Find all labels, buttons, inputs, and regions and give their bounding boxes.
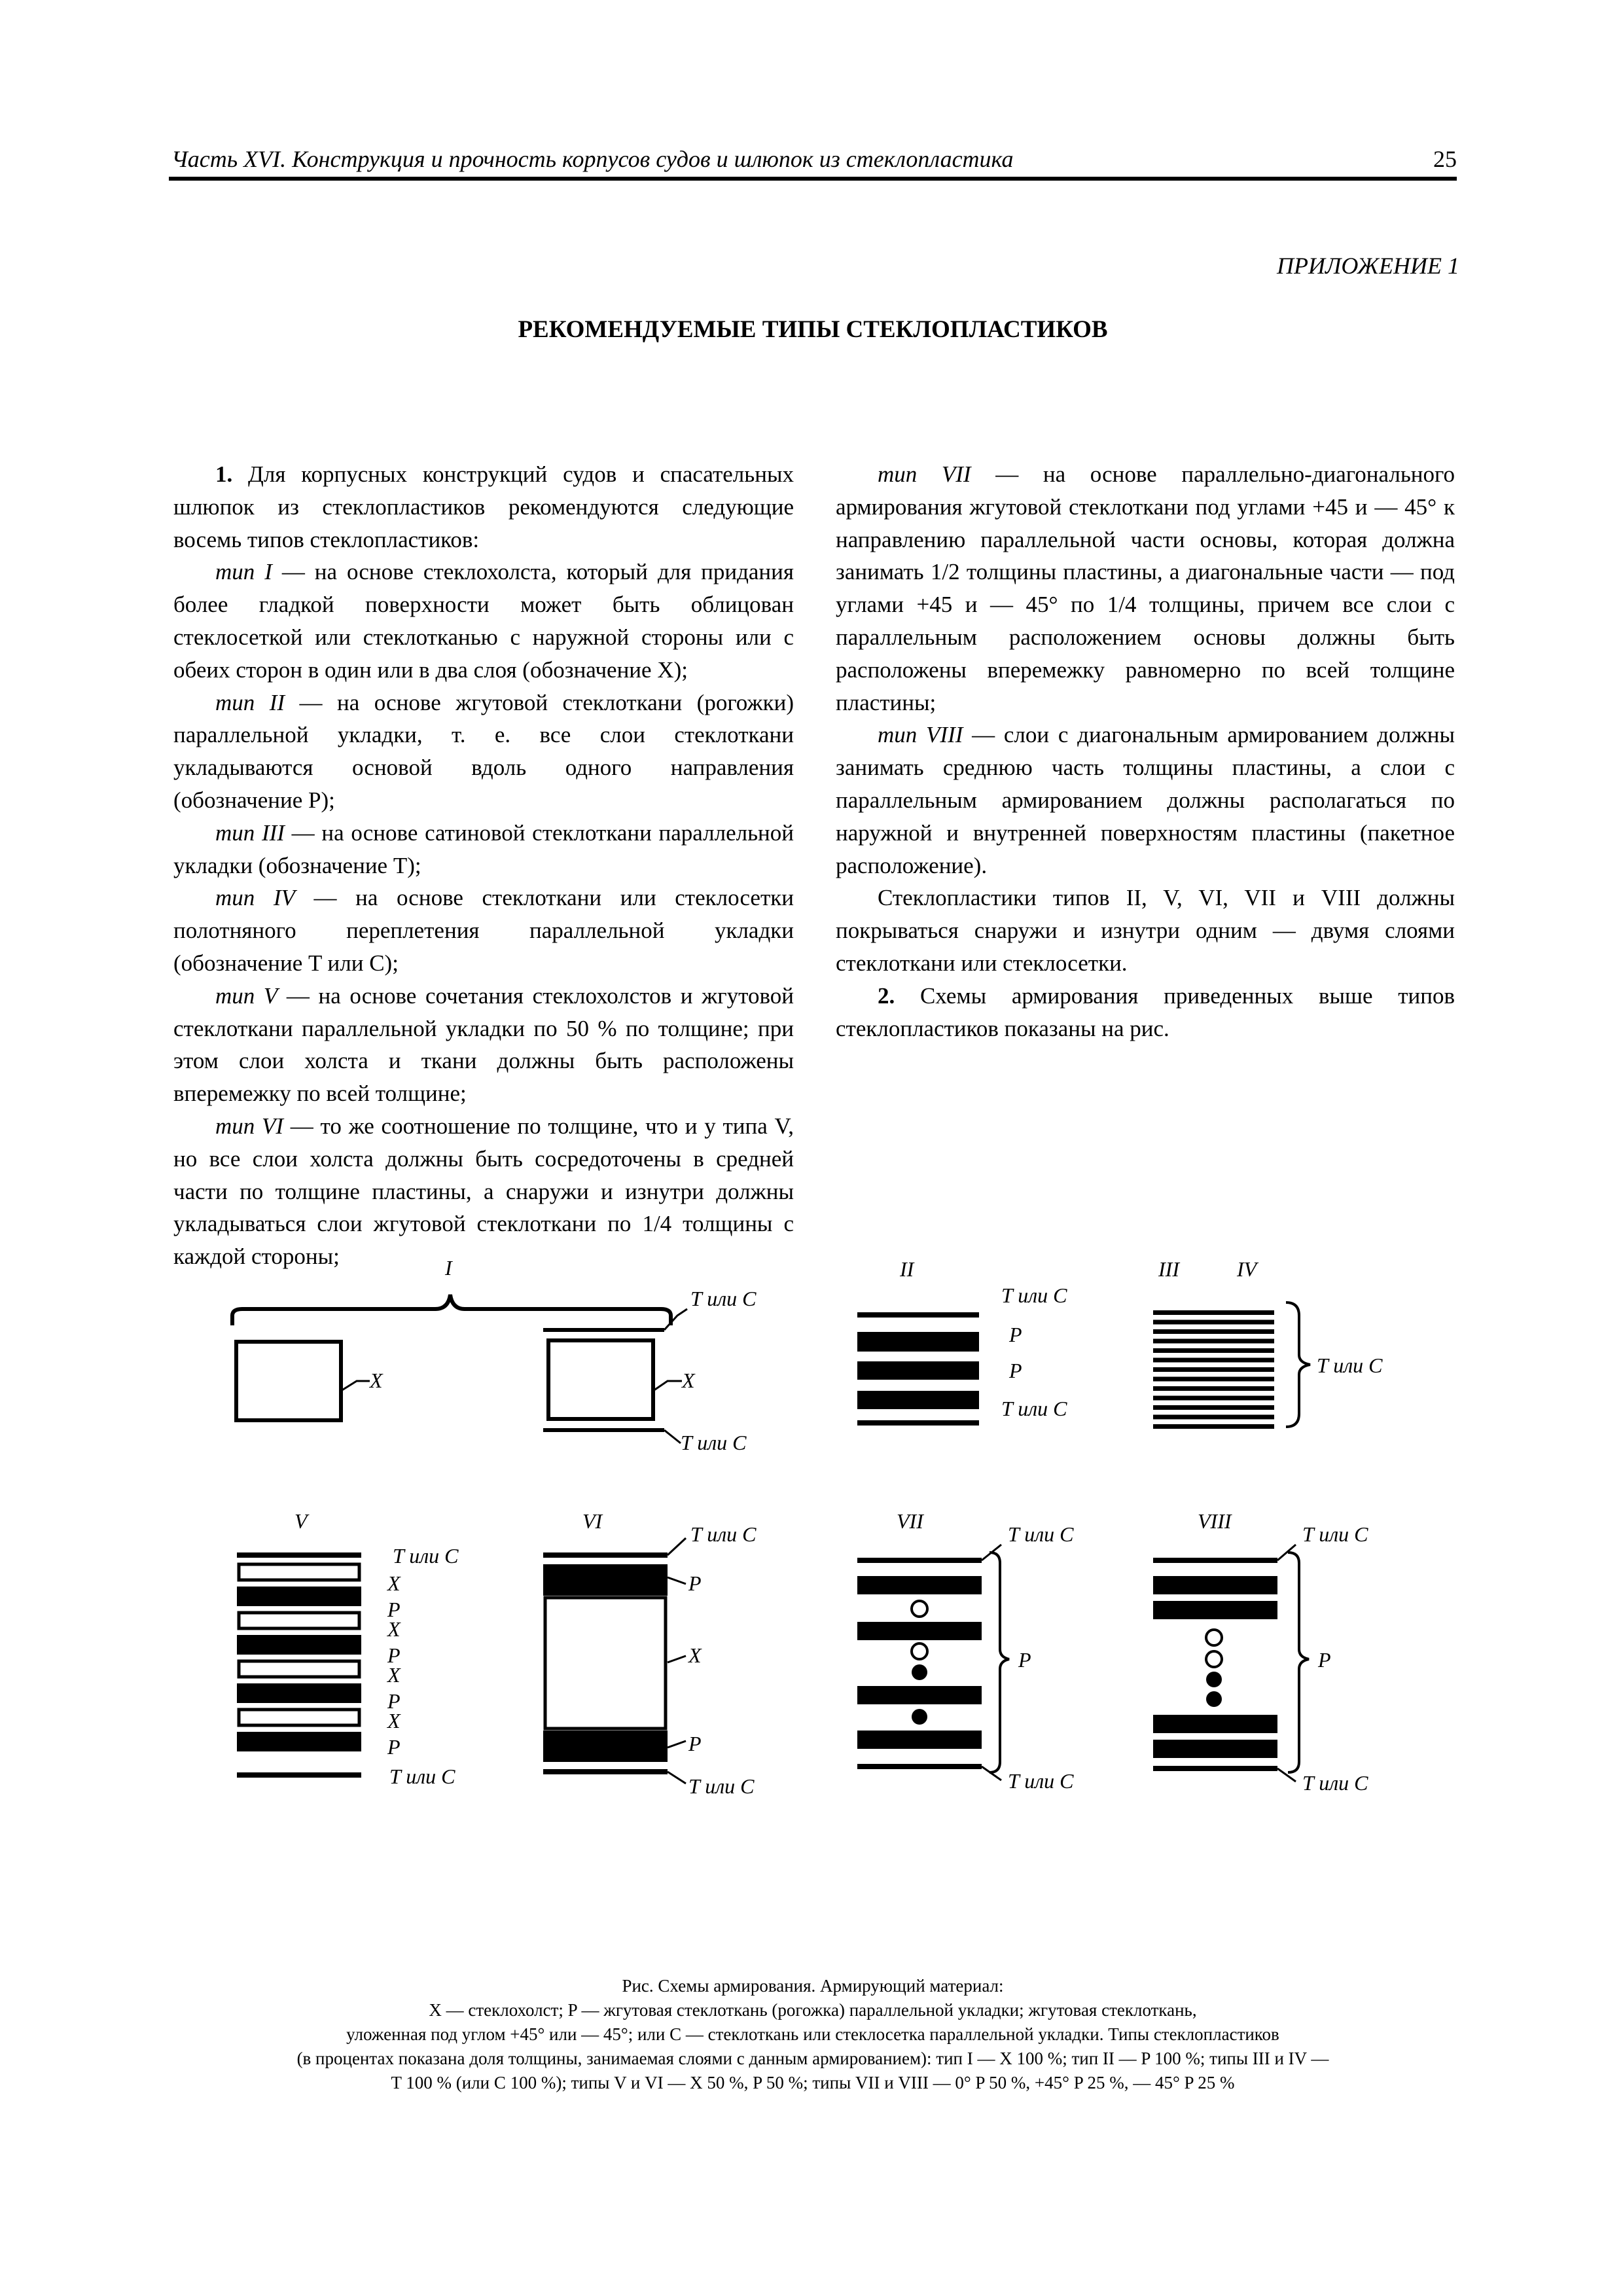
- type-4-paragraph: тип IV — на основе стеклоткани или стеклосетки полотняного переплетения параллельной укладки (обозначение T или C);: [173, 885, 794, 976]
- x-layer: [239, 1564, 359, 1580]
- layer: [857, 1731, 982, 1749]
- p-layer: [237, 1772, 361, 1778]
- label-t-or-c: T или C: [1008, 1769, 1074, 1793]
- header-rule: [169, 177, 1457, 181]
- figure-caption: Рис. Схемы армирования. Армирующий материал: X — стеклохолст; P — жгутовая стеклоткань (рогожка) параллельной укладки; жгутовая стеклоткань, уложенная под углом +45° или — 45°; или C — стеклоткань или стеклосетка параллельной укладки. Типы стеклопластиков (в процентах показана доля толщины, занимаемая слоями с данным армированием): тип I — X 100 %; тип II — P 100 %; типы III и IV — T 100 % (или C 100 %); типы V и VI — X 50 %, P 50 %; типы VII и VIII — 0° P 50 %, +45° P 25 %, — 45° P 25 %: [296, 1976, 1329, 2092]
- brace: [1288, 1552, 1309, 1772]
- type-1-brace: [232, 1295, 671, 1325]
- running-header-title: Часть XVI. Конструкция и прочность корпусов судов и шлюпок из стеклопластика: [171, 146, 1014, 172]
- type-4-label: IV: [1237, 1257, 1257, 1281]
- scheme-type-6: [543, 1509, 757, 1798]
- label-p: P: [688, 1732, 702, 1755]
- type-8-label: VIII: [1198, 1509, 1232, 1533]
- scheme-type-7: [857, 1509, 1074, 1793]
- layer: [1153, 1766, 1277, 1771]
- label-x: X: [688, 1643, 702, 1667]
- diagonal-layer-filled: [912, 1664, 927, 1680]
- fine-layer: [1153, 1386, 1274, 1391]
- layer: [857, 1361, 979, 1380]
- layer: [857, 1312, 979, 1318]
- paragraph-number: 1.: [215, 461, 233, 487]
- fine-layer: [1153, 1424, 1274, 1429]
- alternating-layers: [237, 1552, 361, 1778]
- label-p: P: [387, 1689, 401, 1713]
- type-3-label: III: [1158, 1257, 1179, 1281]
- leader-line: [664, 1430, 681, 1443]
- label-p: P: [688, 1571, 702, 1595]
- cover-paragraph: Стеклопластики типов II, V, VI, VII и VIII должны покрываться снаружи и изнутри одним — двумя слоями стеклоткани или стеклосетки.: [836, 885, 1455, 976]
- fine-layer: [1153, 1320, 1274, 1325]
- scheme-type-1: [232, 1256, 757, 1454]
- fine-layer: [1153, 1377, 1274, 1382]
- diagonal-layer-filled: [912, 1709, 927, 1725]
- p-layer: [237, 1587, 361, 1606]
- layer: [857, 1332, 979, 1352]
- label-x: X: [387, 1571, 401, 1595]
- layer: [1153, 1558, 1277, 1563]
- p-layer: [237, 1732, 361, 1751]
- diagonal-layer-open: [1206, 1630, 1222, 1645]
- layer: [857, 1576, 982, 1594]
- type-6-label: VI: [582, 1509, 603, 1533]
- type-2-label: II: [900, 1257, 914, 1281]
- fine-layer: [1153, 1339, 1274, 1344]
- label-x: X: [387, 1709, 401, 1732]
- leader-line: [341, 1381, 370, 1391]
- layer: [1153, 1740, 1277, 1758]
- fine-layer: [1153, 1348, 1274, 1353]
- scheme-type-2: [857, 1257, 1067, 1426]
- fine-layer: [1153, 1329, 1274, 1334]
- paragraph-2: 2. Схемы армирования приведенных выше типов стеклопластиков показаны на рис.: [836, 982, 1455, 1041]
- label-t-or-c: T или C: [389, 1765, 455, 1788]
- p-layer: [237, 1552, 361, 1558]
- x-layer: [239, 1710, 359, 1725]
- label-p: P: [1009, 1323, 1022, 1346]
- fine-layer: [1153, 1396, 1274, 1401]
- brace: [1286, 1302, 1310, 1427]
- scheme-type-3-4: [1153, 1257, 1383, 1429]
- type-1-paragraph: тип I — на основе стеклохолста, который для придания более гладкой поверхности может быть облицован стеклосеткой или стеклотканью с наружной стороны или с обеих сторон в один или в два слоя (обозначение X);: [173, 559, 794, 683]
- layer: [857, 1558, 982, 1563]
- x-layer: [239, 1613, 359, 1628]
- fine-layer: [1153, 1358, 1274, 1363]
- label-p: P: [1009, 1359, 1022, 1382]
- appendix-label: ПРИЛОЖЕНИЕ 1: [1277, 253, 1459, 279]
- type-7-paragraph: тип VII — на основе параллельно-диагонального армирования жгутовой стеклоткани под углами +45 и — 45° к направлению параллельной части основы, которая должна занимать 1/2 толщины пластины, а диагональные части — под углами +45 и — 45° по 1/4 толщины, причем все слои с параллельным расположением основы должны быть расположены вперемежку равномерно по всей толщине пластины;: [836, 461, 1455, 715]
- label-x: X: [370, 1369, 383, 1392]
- type-1-label: I: [445, 1256, 452, 1280]
- label-p: P: [387, 1643, 401, 1667]
- label-t-or-c: T или C: [681, 1431, 747, 1454]
- label-t-or-c: T или C: [1302, 1522, 1368, 1546]
- fine-layer: [1153, 1310, 1274, 1315]
- label-t-or-c: T или C: [1001, 1397, 1067, 1420]
- fine-layer: [1153, 1367, 1274, 1372]
- layer: [1153, 1715, 1277, 1733]
- p-block-top: [543, 1564, 668, 1596]
- x-layer: [239, 1661, 359, 1677]
- type-2-paragraph: тип II — на основе жгутовой стеклоткани (рогожки) параллельной укладки, т. е. все слои стеклоткани укладываются основой вдоль одного направления (обозначение P);: [173, 689, 794, 813]
- type-1-plain-laminate: [236, 1342, 341, 1420]
- type-7-label: VII: [897, 1509, 923, 1533]
- label-t-or-c: T или C: [393, 1544, 459, 1568]
- layer: [857, 1622, 982, 1640]
- label-t-or-c: T или C: [688, 1774, 755, 1798]
- type-6-paragraph: тип VI — то же соотношение по толщине, что и у типа V, но все слои холста должны быть сосредоточены в средней части по толщине пластины, а снаружи и изнутри должны укладываться слои жгутовой стеклоткани по 1/4 толщины с каждой стороны;: [173, 1113, 794, 1270]
- layer: [857, 1764, 982, 1769]
- brace: [990, 1552, 1009, 1772]
- fine-layer: [1153, 1415, 1274, 1420]
- label-t-or-c: T или C: [690, 1522, 757, 1546]
- diagonal-layer-filled: [1206, 1691, 1222, 1707]
- p-block-bottom: [543, 1731, 668, 1762]
- layer: [543, 1552, 668, 1558]
- left-column: [173, 458, 794, 1273]
- layer: [1153, 1576, 1277, 1594]
- label-p: P: [387, 1598, 401, 1621]
- label-t-or-c: T или C: [1008, 1522, 1074, 1546]
- label-x: X: [682, 1369, 695, 1392]
- type-1-faced-laminate: [548, 1340, 653, 1419]
- page-number: 25: [1433, 146, 1457, 172]
- layer: [857, 1391, 979, 1409]
- label-p: P: [1318, 1648, 1331, 1672]
- diagonal-layer-open: [912, 1601, 927, 1617]
- type-8-paragraph: тип VIII — слои с диагональным армированием должны занимать среднюю часть толщины пластины, а слои с параллельным армированием должны располагаться по наружной и внутренней поверхностям пластины (пакетное расположение).: [836, 722, 1455, 878]
- label-x: X: [387, 1663, 401, 1687]
- document-title: РЕКОМЕНДУЕМЫЕ ТИПЫ СТЕКЛОПЛАСТИКОВ: [518, 316, 1108, 343]
- layer: [1153, 1601, 1277, 1619]
- label-t-or-c: T или C: [690, 1287, 757, 1310]
- scheme-type-8: [1153, 1509, 1368, 1795]
- diagonal-layer-open: [912, 1643, 927, 1659]
- reinforcement-schemes-figure: [216, 1250, 1446, 1944]
- layer: [857, 1686, 982, 1704]
- label-p: P: [1018, 1648, 1031, 1672]
- layer: [543, 1769, 668, 1774]
- scheme-type-5: [237, 1509, 459, 1788]
- label-x: X: [387, 1617, 401, 1641]
- fine-layer: [1153, 1405, 1274, 1410]
- p-layer: [237, 1683, 361, 1703]
- leader-lines: [668, 1538, 686, 1784]
- diagonal-layer-open: [1206, 1651, 1222, 1667]
- diagonal-layer-filled: [1206, 1672, 1222, 1687]
- fine-layers: [1153, 1310, 1274, 1429]
- p-layer: [237, 1635, 361, 1655]
- label-p: P: [387, 1735, 401, 1759]
- right-column: [836, 458, 1455, 1045]
- label-t-or-c: T или C: [1001, 1283, 1067, 1307]
- layer: [857, 1420, 979, 1426]
- type-5-paragraph: тип V — на основе сочетания стеклохолстов и жгутовой стеклоткани параллельной укладки по 50 % по толщине; при этом слои холста и ткани должны быть расположены вперемежку по всей толщине;: [173, 982, 794, 1107]
- paragraph-number: 2.: [878, 982, 895, 1009]
- type-3-paragraph: тип III — на основе сатиновой стеклоткани параллельной укладки (обозначение T);: [173, 819, 794, 878]
- x-block-middle: [545, 1598, 666, 1729]
- paragraph-1: 1. Для корпусных конструкций судов и спасательных шлюпок из стеклопластиков рекомендуются следующие восемь типов стеклопластиков:: [173, 461, 794, 552]
- label-t-or-c: T или C: [1317, 1354, 1383, 1377]
- type-5-label: V: [294, 1509, 308, 1533]
- leader-line: [653, 1381, 682, 1391]
- label-t-or-c: T или C: [1302, 1771, 1368, 1795]
